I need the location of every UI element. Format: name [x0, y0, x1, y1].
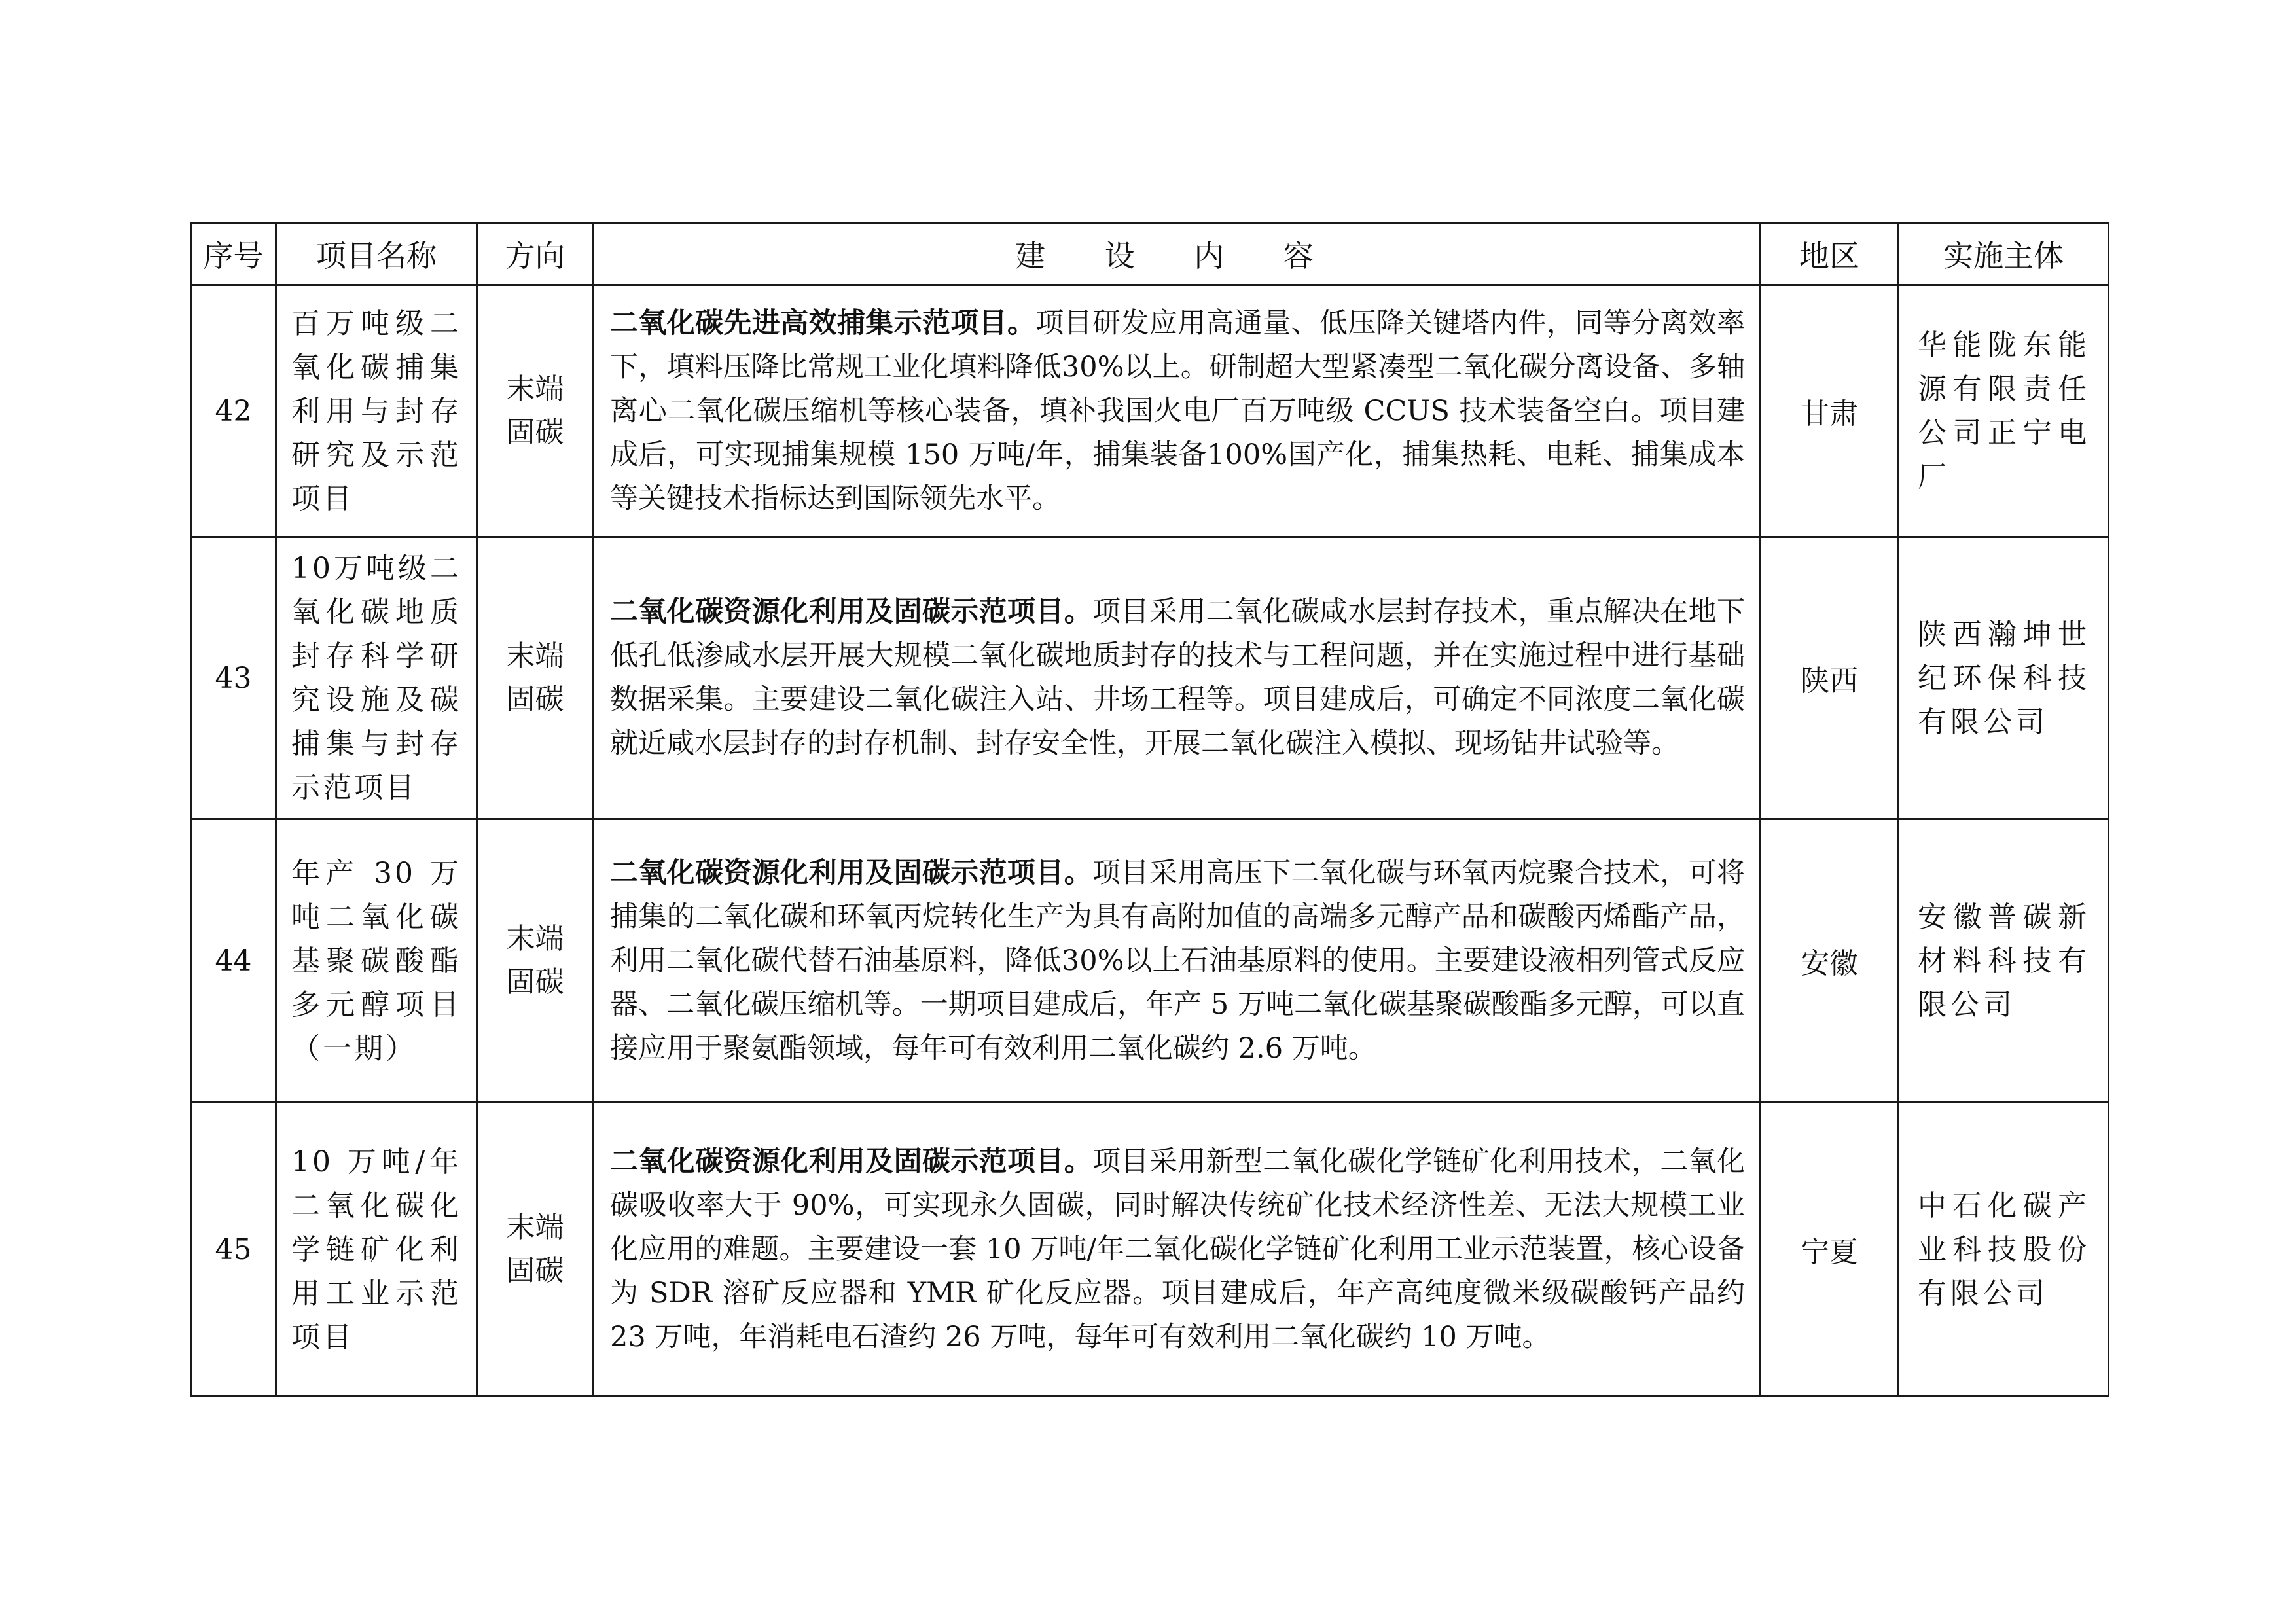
- org-cell: 中石化碳产业科技股份有限公司: [1899, 1103, 2109, 1397]
- region-cell: 宁夏: [1761, 1103, 1899, 1397]
- table-row: [191, 285, 2109, 537]
- header-region: 地区: [1761, 223, 1899, 285]
- direction-cell: [477, 819, 594, 1103]
- content-cell: [594, 1103, 1761, 1397]
- content-body: 项目采用新型二氧化碳化学链矿化利用技术，二氧化碳吸收率大于 90%，可实现永久固碳，同时解决传统矿化技术经济性差、无法大规模工业化应用的难题。主要建设一套 10 万吨/年二氧化碳化学链矿化利用工业示范装置，核心设备为 SDR 溶矿反应器和 YMR 矿化反应器。项目建成后，年产高纯度微米级碳酸钙产品约 23 万吨，年消耗电石渣约 26 万吨，每年可有效利用二氧化碳约 10 万吨。: [610, 1145, 1746, 1353]
- direction-text: 末端固碳: [506, 1211, 564, 1287]
- region-cell: 安徽: [1761, 819, 1899, 1103]
- table-header-row: [191, 223, 2109, 285]
- row-number: 43: [191, 537, 276, 819]
- header-direction: 方向: [477, 223, 594, 285]
- content-title: 二氧化碳资源化利用及固碳示范项目。: [610, 856, 1093, 889]
- row-number: 42: [191, 285, 276, 537]
- content-cell: [594, 285, 1761, 537]
- content-body: 项目采用二氧化碳咸水层封存技术，重点解决在地下低孔低渗咸水层开展大规模二氧化碳地质封存的技术与工程问题，并在实施过程中进行基础数据采集。主要建设二氧化碳注入站、井场工程等。项目建成后，可确定不同浓度二氧化碳就近咸水层封存的封存机制、封存安全性，开展二氧化碳注入模拟、现场钻井试验等。: [610, 596, 1746, 760]
- header-org: 实施主体: [1899, 223, 2109, 285]
- direction-cell: [477, 1103, 594, 1397]
- header-name: 项目名称: [276, 223, 477, 285]
- project-name: 百万吨级二氧化碳捕集利用与封存研究及示范项目: [276, 285, 477, 537]
- content-body: 项目研发应用高通量、低压降关键塔内件，同等分离效率下，填料压降比常规工业化填料降低30%以上。研制超大型紧凑型二氧化碳分离设备、多轴离心二氧化碳压缩机等核心装备，填补我国火电厂百万吨级 CCUS 技术装备空白。项目建成后，可实现捕集规模 150 万吨/年，捕集装备100%国产化，捕集热耗、电耗、捕集成本等关键技术指标达到国际领先水平。: [610, 306, 1746, 515]
- org-cell: 陕西瀚坤世纪环保科技有限公司: [1899, 537, 2109, 819]
- project-name: 年产 30 万吨二氧化碳基聚碳酸酯多元醇项目（一期）: [276, 819, 477, 1103]
- direction-text: 末端固碳: [506, 922, 564, 999]
- header-no: 序号: [191, 223, 276, 285]
- content-title: 二氧化碳资源化利用及固碳示范项目。: [610, 1145, 1093, 1178]
- content-cell: [594, 537, 1761, 819]
- region-cell: 甘肃: [1761, 285, 1899, 537]
- content-title: 二氧化碳资源化利用及固碳示范项目。: [610, 596, 1093, 628]
- direction-text: 末端固碳: [506, 639, 564, 716]
- direction-text: 末端固碳: [506, 372, 564, 449]
- content-body: 项目采用高压下二氧化碳与环氧丙烷聚合技术，可将捕集的二氧化碳和环氧丙烷转化生产为具有高附加值的高端多元醇产品和碳酸丙烯酯产品，利用二氧化碳代替石油基原料，降低30%以上石油基原料的使用。主要建设液相列管式反应器、二氧化碳压缩机等。一期项目建成后，年产 5 万吨二氧化碳基聚碳酸酯多元醇，可以直接应用于聚氨酯领域，每年可有效利用二氧化碳约 2.6 万吨。: [610, 856, 1746, 1065]
- direction-cell: [477, 285, 594, 537]
- content-cell: [594, 819, 1761, 1103]
- direction-cell: [477, 537, 594, 819]
- header-content: 建 设 内 容: [594, 223, 1761, 285]
- row-number: 44: [191, 819, 276, 1103]
- project-name: 10 万吨/年二氧化碳化学链矿化利用工业示范项目: [276, 1103, 477, 1397]
- project-name: 10万吨级二氧化碳地质封存科学研究设施及碳捕集与封存示范项目: [276, 537, 477, 819]
- content-title: 二氧化碳先进高效捕集示范项目。: [610, 306, 1036, 340]
- org-cell: 安徽普碳新材料科技有限公司: [1899, 819, 2109, 1103]
- region-cell: 陕西: [1761, 537, 1899, 819]
- table-row: [191, 1103, 2109, 1397]
- org-cell: 华能陇东能源有限责任公司正宁电厂: [1899, 285, 2109, 537]
- project-table: [190, 222, 2109, 1397]
- table-row: [191, 819, 2109, 1103]
- row-number: 45: [191, 1103, 276, 1397]
- table-row: [191, 537, 2109, 819]
